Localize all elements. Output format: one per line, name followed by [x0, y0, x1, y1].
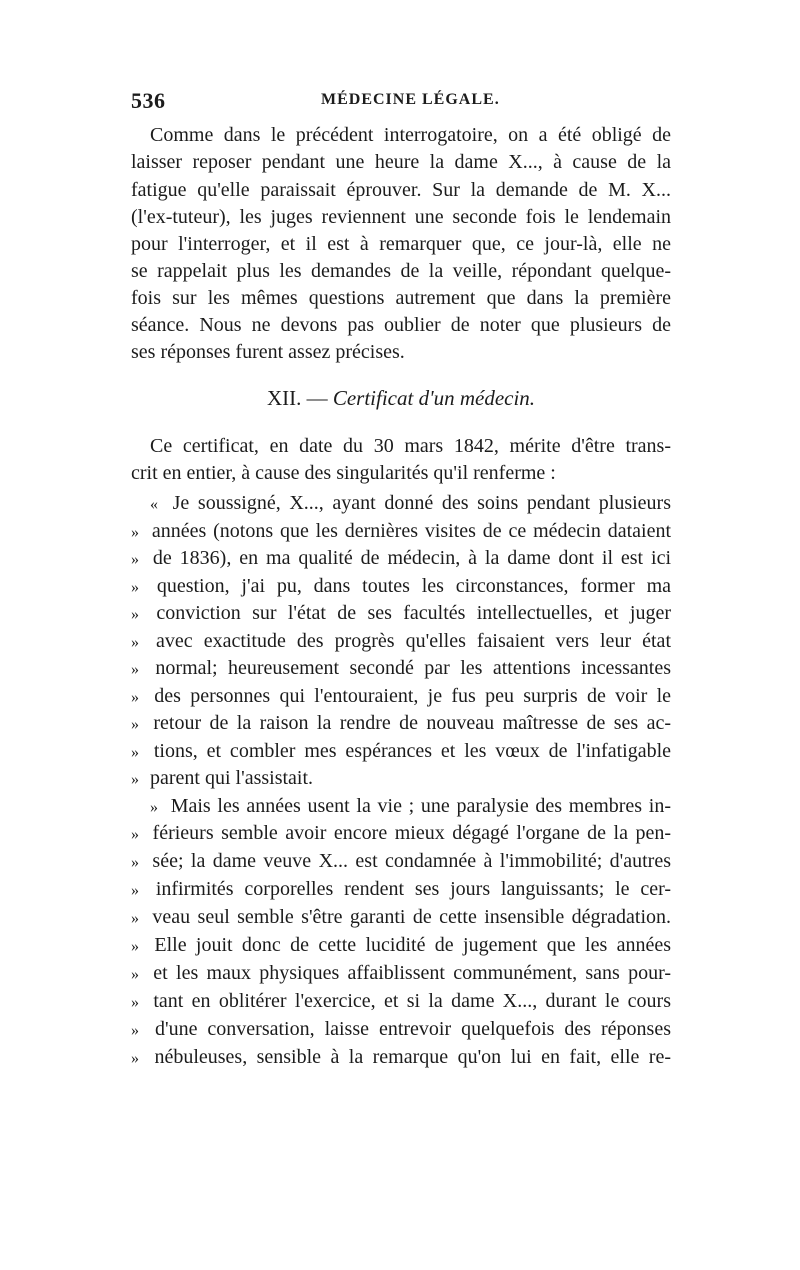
running-head: MÉDECINE LÉGALE.	[321, 91, 500, 108]
quote-line	[150, 793, 671, 819]
quote-text: retour de la raison la rendre de nouveau maîtresse de ses ac-	[153, 712, 672, 734]
quote-line	[131, 1016, 671, 1042]
section-heading	[131, 386, 671, 411]
quote-line	[131, 848, 671, 874]
quote-line	[131, 600, 671, 626]
quote-text: et les maux physiques affaiblissent communément, sans pour-	[153, 962, 672, 984]
quote-line	[131, 545, 671, 571]
section-title: Certificat d'un médecin.	[332, 386, 536, 410]
quote-text: Mais les années usent la vie ; une paralysie des membres in-	[170, 795, 672, 817]
quote-mark: »	[131, 966, 139, 983]
quote-text: d'une conversation, laisse entrevoir quelquefois des réponses	[154, 1018, 671, 1040]
page-number: 536	[131, 88, 166, 113]
quote-mark: »	[131, 689, 139, 706]
quote-line	[131, 518, 671, 544]
quote-line	[131, 904, 671, 930]
text-line: crit en entier, à cause des singularités qu'il renferme :	[131, 462, 556, 484]
quote-line	[131, 683, 671, 709]
quote-line	[131, 960, 671, 986]
quote-line	[131, 738, 671, 764]
text-line: fois sur les mêmes questions autrement que dans la première	[131, 287, 671, 309]
quote-text: Je soussigné, X..., ayant donné des soins pendant plusieurs	[172, 492, 671, 514]
quote-line	[131, 573, 671, 599]
quote-mark: »	[131, 1050, 139, 1067]
quote-mark: »	[150, 799, 158, 816]
text-line: fatigue qu'elle paraissait éprouver. Sur la demande de M. X...	[131, 179, 671, 201]
page-header	[131, 88, 671, 114]
quote-mark: »	[131, 910, 139, 927]
quote-text: avec exactitude des progrès qu'elles faisaient vers leur état	[156, 630, 671, 652]
quote-line	[131, 932, 671, 958]
text-line: (l'ex-tuteur), les juges reviennent une seconde fois le lendemain	[131, 206, 671, 228]
quote-mark: »	[131, 771, 139, 788]
text-line: se rappelait plus les demandes de la veille, répondant quelque-	[131, 260, 671, 282]
quote-text: normal; heureusement secondé par les attentions incessantes	[155, 657, 671, 679]
quote-text: nébuleuses, sensible à la remarque qu'on lui en fait, elle re-	[154, 1046, 671, 1068]
quote-line	[131, 655, 671, 681]
quote-text: férieurs semble avoir encore mieux dégagé l'organe de la pen-	[152, 822, 672, 844]
quote-mark: »	[131, 579, 139, 596]
quote-text: des personnes qui l'entouraient, je fus peu surpris de voir le	[154, 685, 672, 707]
quote-text: infirmités corporelles rendent ses jours languissants; le cer-	[155, 878, 672, 900]
quote-mark: «	[150, 496, 158, 513]
quote-text: conviction sur l'état de ses facultés intellectuelles, et juger	[156, 602, 672, 624]
quote-text: tions, et combler mes espérances et les vœux de l'infatigable	[153, 740, 671, 762]
quote-line	[131, 765, 671, 791]
text-line: ses réponses furent assez précises.	[131, 341, 405, 363]
quote-line	[131, 820, 671, 846]
quote-mark: »	[131, 994, 139, 1011]
text-line: laisser reposer pendant une heure la dame X..., à cause de la	[131, 151, 671, 173]
quote-line	[131, 988, 671, 1014]
quote-text: de 1836), en ma qualité de médecin, à la dame dont il est ici	[152, 547, 672, 569]
quote-text: Elle jouit donc de cette lucidité de jugement que les années	[154, 934, 672, 956]
quote-mark: »	[131, 1022, 139, 1039]
quote-mark: »	[131, 606, 139, 623]
quote-mark: »	[131, 634, 139, 651]
text-line: Comme dans le précédent interrogatoire, on a été obligé de	[150, 124, 671, 146]
text-line: séance. Nous ne devons pas oublier de noter que plusieurs de	[131, 314, 671, 336]
quote-text: tant en oblitérer l'exercice, et si la dame X..., durant le cours	[153, 990, 672, 1012]
quote-line	[131, 876, 671, 902]
quote-text: sée; la dame veuve X... est condamnée à l'immobilité; d'autres	[152, 850, 672, 872]
quote-mark: »	[131, 826, 139, 843]
quote-mark: »	[131, 744, 139, 761]
quote-line	[150, 490, 671, 516]
text-line: Ce certificat, en date du 30 mars 1842, mérite d'être trans-	[150, 435, 671, 457]
quote-mark: »	[131, 882, 139, 899]
quote-text: années (notons que les dernières visites de ce médecin dataient	[151, 520, 671, 542]
quote-mark: »	[131, 854, 139, 871]
section-number: XII. —	[266, 386, 333, 410]
quote-mark: »	[131, 661, 139, 678]
quote-mark: »	[131, 938, 139, 955]
quote-line	[131, 1044, 671, 1070]
quote-text: question, j'ai pu, dans toutes les circonstances, former ma	[156, 575, 672, 597]
quote-mark: »	[131, 716, 139, 733]
quote-mark: »	[131, 524, 139, 541]
quote-line	[131, 628, 671, 654]
quote-mark: »	[131, 551, 139, 568]
quote-text: veau seul semble s'être garanti de cette insensible dégradation.	[152, 906, 671, 928]
text-line: pour l'interroger, et il est à remarquer que, ce jour-là, elle ne	[131, 233, 671, 255]
quote-line	[131, 710, 671, 736]
quote-text: parent qui l'assistait.	[150, 767, 314, 789]
